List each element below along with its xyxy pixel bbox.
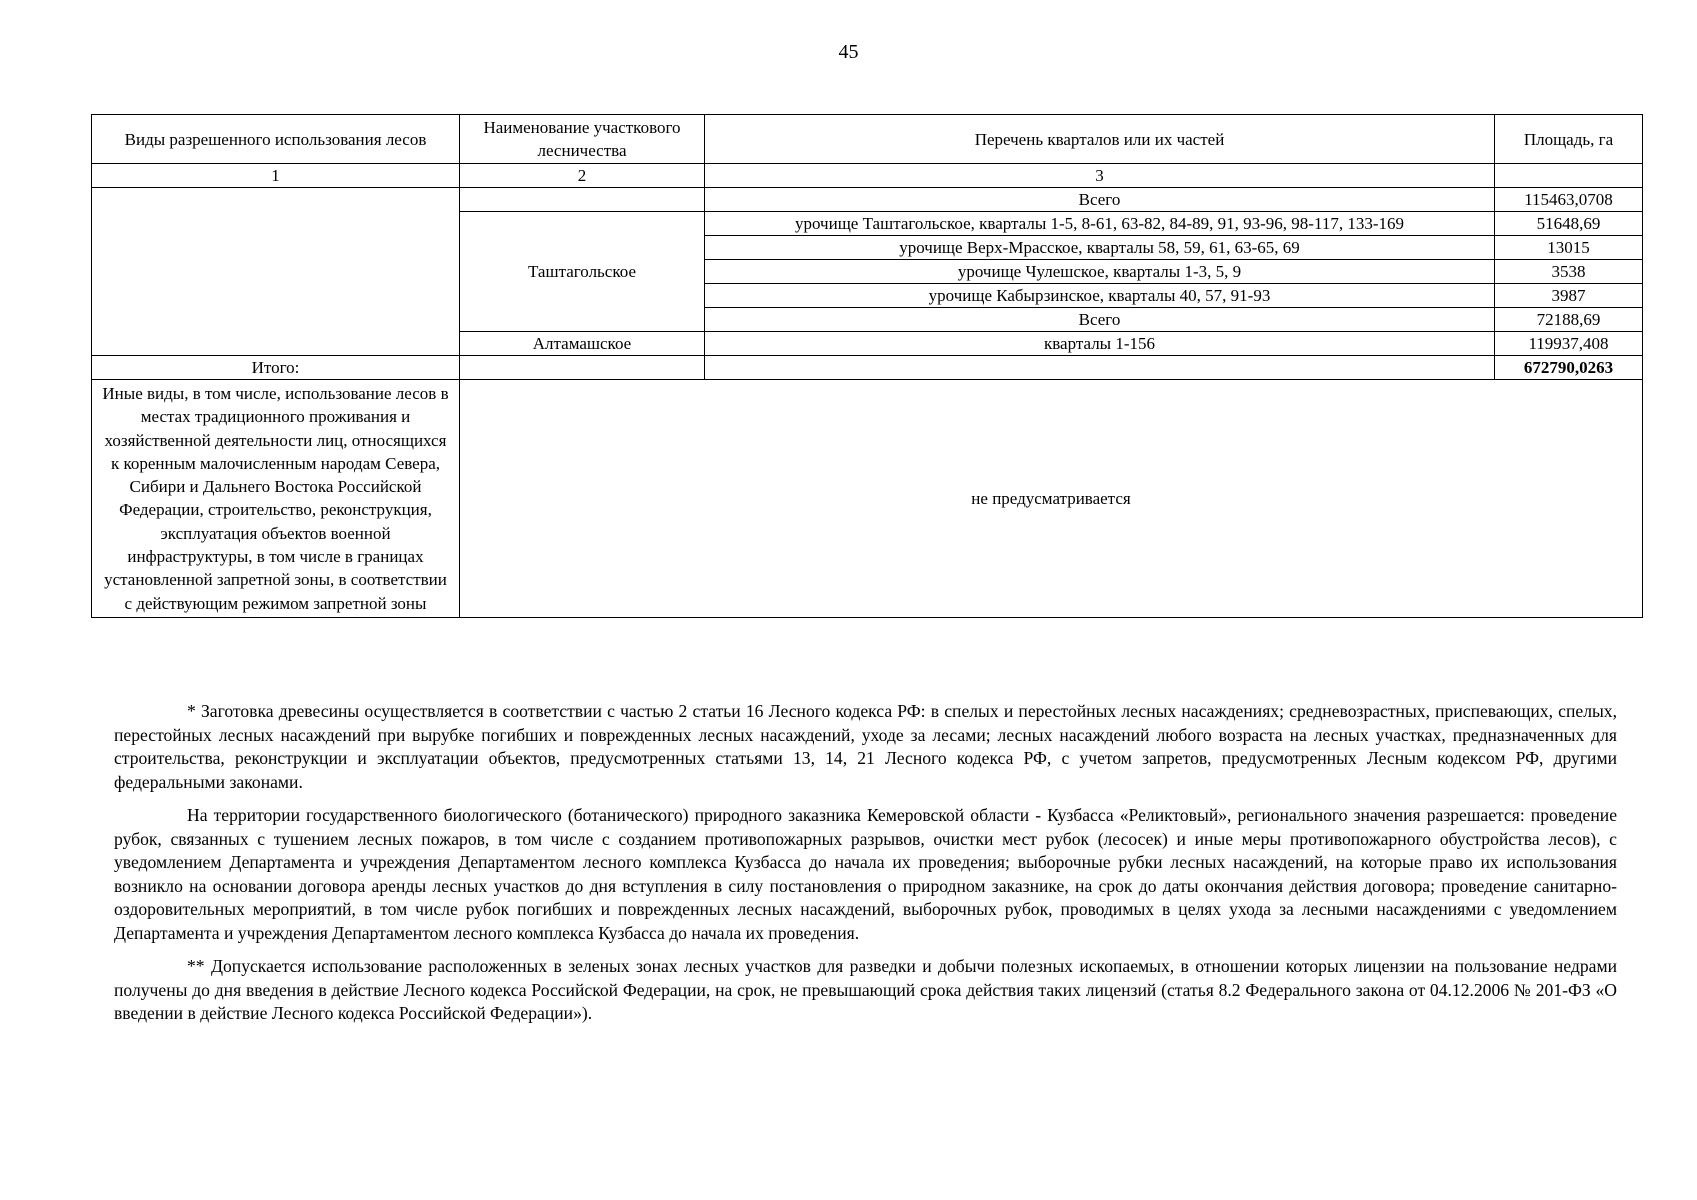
area-cell: 51648,69 (1495, 212, 1643, 236)
column-number: 1 (92, 164, 460, 188)
footnote-nature-reserve: На территории государственного биологического (ботанического) природного заказника Кемеровской области - Кузбасса «Реликтовый», регионального значения разрешается: проведение рубок, связанных с тушением лесных пожаров, в том числе с созданием противопожарных разрывов, очистки мест рубок (лесосек) и иные меры противопожарного обустройства лесов), с уведомлением Департамента и учреждения Департаментом лесного комплекса Кузбасса до начала их проведения; выборочные рубки лесных насаждений, на которые право их использования возникло на основании договора аренды лесных участков до дня вступления в силу постановления о природном заказнике, на срок до даты окончания действия договора; проведение санитарно-оздоровительных мероприятий, в том числе рубок погибших и поврежденных лесных насаждений, выборочных рубок, проводимых в целях ухода за лесными насаждениями с уведомлением Департамента и учреждения Департаментом лесного комплекса Кузбасса до начала их проведения. (114, 805, 1617, 943)
quarters-cell: урочище Чулешское, кварталы 1-3, 5, 9 (705, 260, 1495, 284)
footnotes (114, 700, 1617, 1036)
quarters-cell: урочище Таштагольское, кварталы 1-5, 8-61, 63-82, 84-89, 91, 93-96, 98-117, 133-169 (705, 212, 1495, 236)
use-type-cell-empty (92, 188, 460, 356)
forest-use-table (91, 114, 1643, 618)
page-number: 45 (838, 41, 859, 63)
other-types-row (92, 380, 1643, 618)
forestry-cell-tashtagol: Таштагольское (460, 212, 705, 332)
total-empty-cell (460, 356, 705, 380)
total-label: Итого: (92, 356, 460, 380)
column-numbers-row (92, 164, 1643, 188)
total-empty-cell (705, 356, 1495, 380)
column-number (1495, 164, 1643, 188)
header-forestry-name: Наименование участкового лесничества (460, 115, 705, 164)
header-area: Площадь, га (1495, 115, 1643, 164)
forestry-cell: Алтамашское (460, 332, 705, 356)
header-quarters-list: Перечень кварталов или их частей (705, 115, 1495, 164)
quarters-cell: Всего (705, 308, 1495, 332)
quarters-cell: кварталы 1-156 (705, 332, 1495, 356)
area-cell: 3987 (1495, 284, 1643, 308)
footnote-timber-harvesting: * Заготовка древесины осуществляется в соответствии с частью 2 статьи 16 Лесного кодекса РФ: в спелых и перестойных лесных насаждениях; средневозрастных, приспевающих, спелых, перестойных лесных насаждений при вырубке погибших и поврежденных лесных насаждений, уходе за лесами; лесных насаждений любого возраста на лесных участках, предназначенных для строительства, реконструкции и эксплуатации объектов, предусмотренных статьями 13, 14, 21 Лесного кодекса РФ, с учетом запретов, предусмотренных Лесным кодексом РФ, другими федеральными законами. (114, 701, 1617, 792)
footnote-mineral-exploration: ** Допускается использование расположенных в зеленых зонах лесных участков для разведки и добычи полезных ископаемых, в отношении которых лицензии на пользование недрами получены до дня введения в действие Лесного кодекса Российской Федерации, на срок, не превышающий срока действия таких лицензий (статья 8.2 Федерального закона от 04.12.2006 № 201-ФЗ «О введении в действие Лесного кодекса Российской Федерации»). (114, 956, 1617, 1023)
quarters-cell: Всего (705, 188, 1495, 212)
header-use-types: Виды разрешенного использования лесов (92, 115, 460, 164)
other-types-label: Иные виды, в том числе, использование лесов в местах традиционного проживания и хозяйственной деятельности лиц, относящихся к коренным малочисленным народам Севера, Сибири и Дальнего Востока Российской Федерации, строительство, реконструкция, эксплуатация объектов военной инфраструктуры, в том числе в границах установленной запретной зоны, в соответствии с действующим режимом запретной зоны (92, 380, 460, 618)
total-row (92, 356, 1643, 380)
forestry-cell (460, 188, 705, 212)
table-row (92, 188, 1643, 212)
area-cell: 119937,408 (1495, 332, 1643, 356)
column-number: 3 (705, 164, 1495, 188)
quarters-cell: урочище Кабырзинское, кварталы 40, 57, 91-93 (705, 284, 1495, 308)
other-types-value: не предусматривается (460, 380, 1643, 618)
area-cell: 3538 (1495, 260, 1643, 284)
area-cell: 13015 (1495, 236, 1643, 260)
area-cell: 115463,0708 (1495, 188, 1643, 212)
table-header-row (92, 115, 1643, 164)
column-number: 2 (460, 164, 705, 188)
area-cell: 72188,69 (1495, 308, 1643, 332)
quarters-cell: урочище Верх-Мрасское, кварталы 58, 59, 61, 63-65, 69 (705, 236, 1495, 260)
total-area: 672790,0263 (1495, 356, 1643, 380)
